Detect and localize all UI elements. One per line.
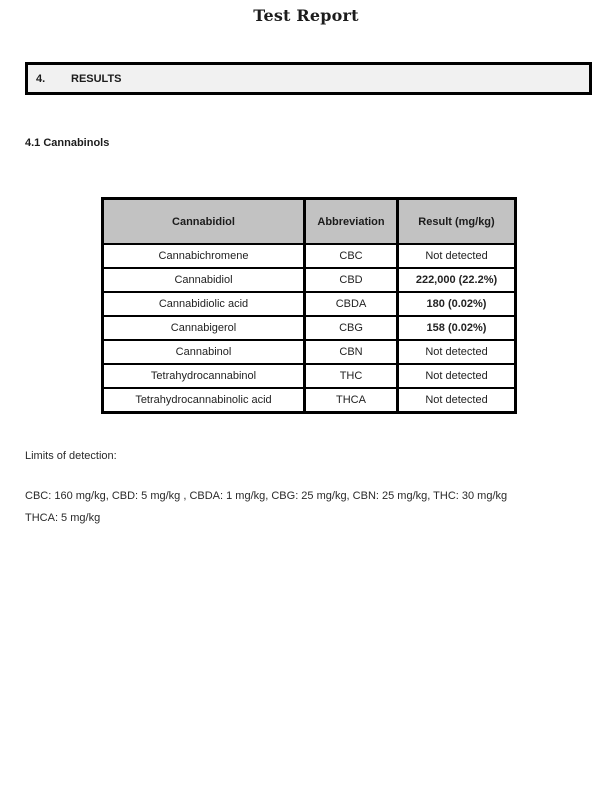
results-table-container [101,197,517,414]
compound-name-cell: Cannabinol [103,340,305,364]
result-value-cell: Not detected [398,388,516,413]
compound-name-cell: Cannabigerol [103,316,305,340]
abbreviation-cell: CBG [305,316,398,340]
results-table-head [103,199,516,245]
table-row [103,388,516,413]
column-header-abbreviation: Abbreviation [305,199,398,245]
limits-of-detection-values-line2: THCA: 5 mg/kg [25,512,101,524]
results-table [101,197,517,414]
table-row [103,292,516,316]
section-number: 4. [36,72,46,85]
result-value-cell: Not detected [398,340,516,364]
table-row [103,364,516,388]
table-header-row [103,199,516,245]
abbreviation-cell: THCA [305,388,398,413]
subsection-title: 4.1 Cannabinols [25,137,110,149]
compound-name-cell: Tetrahydrocannabinolic acid [103,388,305,413]
result-value-cell: 158 (0.02%) [398,316,516,340]
results-table-body [103,244,516,413]
results-section-header [25,62,592,95]
result-value-cell: Not detected [398,364,516,388]
page-title: Test Report [253,6,359,25]
table-row [103,316,516,340]
compound-name-cell: Cannabidiolic acid [103,292,305,316]
table-row [103,268,516,292]
result-value-cell: 222,000 (22.2%) [398,268,516,292]
table-row [103,244,516,268]
abbreviation-cell: CBDA [305,292,398,316]
result-value-cell: 180 (0.02%) [398,292,516,316]
table-row [103,340,516,364]
limits-of-detection-label: Limits of detection: [25,450,117,462]
result-value-cell: Not detected [398,244,516,268]
compound-name-cell: Cannabidiol [103,268,305,292]
abbreviation-cell: THC [305,364,398,388]
compound-name-cell: Tetrahydrocannabinol [103,364,305,388]
column-header-result: Result (mg/kg) [398,199,516,245]
abbreviation-cell: CBN [305,340,398,364]
section-label: RESULTS [71,72,122,85]
abbreviation-cell: CBC [305,244,398,268]
column-header-compound: Cannabidiol [103,199,305,245]
abbreviation-cell: CBD [305,268,398,292]
limits-of-detection-values-line1: CBC: 160 mg/kg, CBD: 5 mg/kg , CBDA: 1 mg/kg, CBG: 25 mg/kg, CBN: 25 mg/kg, THC: 30 mg/kg [25,490,508,502]
compound-name-cell: Cannabichromene [103,244,305,268]
